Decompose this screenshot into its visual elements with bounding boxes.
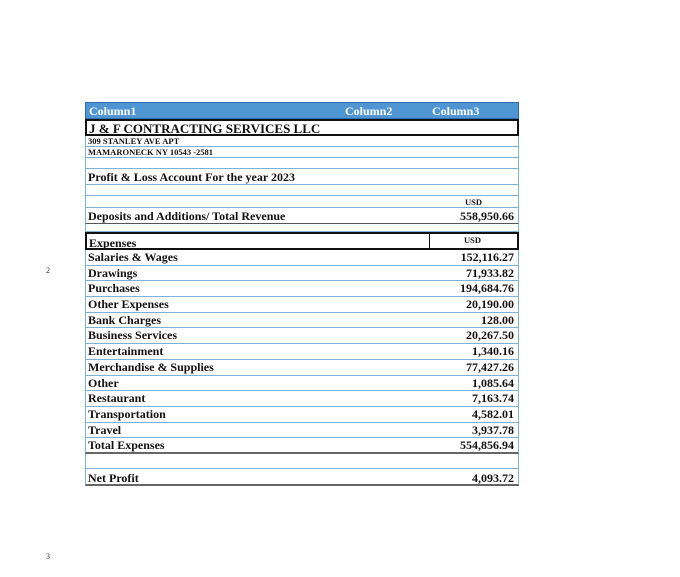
revenue-value: 558,950.66 (460, 209, 514, 223)
address-line-2: MAMARONECK NY 10543 -2581 (88, 147, 214, 157)
expense-label: Business Services (88, 328, 178, 343)
expense-label: Purchases (88, 281, 140, 296)
blank-row (85, 454, 519, 469)
expense-label: Other Expenses (88, 297, 169, 312)
expense-value: 20,190.00 (466, 297, 514, 312)
expense-label: Merchandise & Supplies (88, 359, 214, 374)
address-row (85, 147, 519, 158)
expense-value: 4,582.01 (472, 406, 514, 421)
expense-value: 7,163.74 (472, 391, 514, 406)
expense-value: 1,085.64 (472, 375, 514, 390)
expense-value: 77,427.26 (466, 359, 514, 374)
revenue-row (85, 208, 519, 224)
expense-row (85, 297, 519, 313)
expense-value: 20,267.50 (466, 328, 514, 343)
expense-label: Transportation (88, 406, 166, 421)
total-expenses-value: 554,856.94 (460, 438, 514, 453)
expense-row (85, 360, 519, 376)
expenses-label: Expenses (89, 236, 137, 250)
net-profit-label: Net Profit (88, 470, 139, 485)
expense-row (85, 376, 519, 392)
expense-label: Salaries & Wages (88, 250, 178, 264)
net-profit-value: 4,093.72 (472, 470, 514, 485)
blank-row (85, 224, 519, 232)
expense-row (85, 250, 519, 266)
expense-row (85, 328, 519, 344)
report-title: Profit & Loss Account For the year 2023 (88, 170, 295, 184)
expense-label: Entertainment (88, 344, 164, 359)
expense-row (85, 423, 519, 439)
address-line-1: 309 STANLEY AVE APT (88, 136, 180, 146)
expense-value: 152,116.27 (460, 250, 514, 264)
blank-row (85, 158, 519, 169)
expense-value: 1,340.16 (472, 344, 514, 359)
expense-value: 71,933.82 (466, 265, 514, 280)
company-name: J & F CONTRACTING SERVICES LLC (89, 121, 321, 136)
expense-value: 3,937.78 (472, 422, 514, 437)
page-number: 3 (46, 552, 50, 561)
blank-row (85, 185, 519, 196)
column-header-3[interactable]: Column3 (432, 104, 480, 118)
expense-row (85, 391, 519, 407)
currency-label: USD (464, 197, 482, 207)
table-header-row (85, 102, 519, 119)
revenue-label: Deposits and Additions/ Total Revenue (88, 209, 286, 223)
expense-row (85, 281, 519, 297)
report-title-row (85, 169, 519, 185)
total-expenses-row (85, 438, 519, 454)
net-profit-row (85, 469, 519, 486)
expense-row (85, 266, 519, 282)
expense-label: Restaurant (88, 391, 146, 406)
page-number: 2 (46, 266, 50, 275)
address-row (85, 136, 519, 147)
profit-loss-table (85, 102, 519, 486)
total-expenses-label: Total Expenses (88, 438, 165, 453)
column-header-1[interactable]: Column1 (89, 104, 137, 118)
column-divider (429, 232, 430, 250)
expense-label: Drawings (88, 265, 138, 280)
expense-row (85, 407, 519, 423)
expense-row (85, 344, 519, 360)
expense-value: 194,684.76 (460, 281, 514, 296)
currency-row (85, 196, 519, 208)
expense-list (85, 250, 519, 438)
expenses-header-row (85, 232, 519, 250)
expense-label: Other (88, 375, 119, 390)
expense-row (85, 313, 519, 329)
expenses-currency: USD (463, 235, 481, 245)
column-header-2[interactable]: Column2 (345, 104, 393, 118)
company-name-row (85, 119, 519, 136)
expense-value: 128.00 (481, 312, 514, 327)
expense-label: Bank Charges (88, 312, 162, 327)
expense-label: Travel (88, 422, 122, 437)
